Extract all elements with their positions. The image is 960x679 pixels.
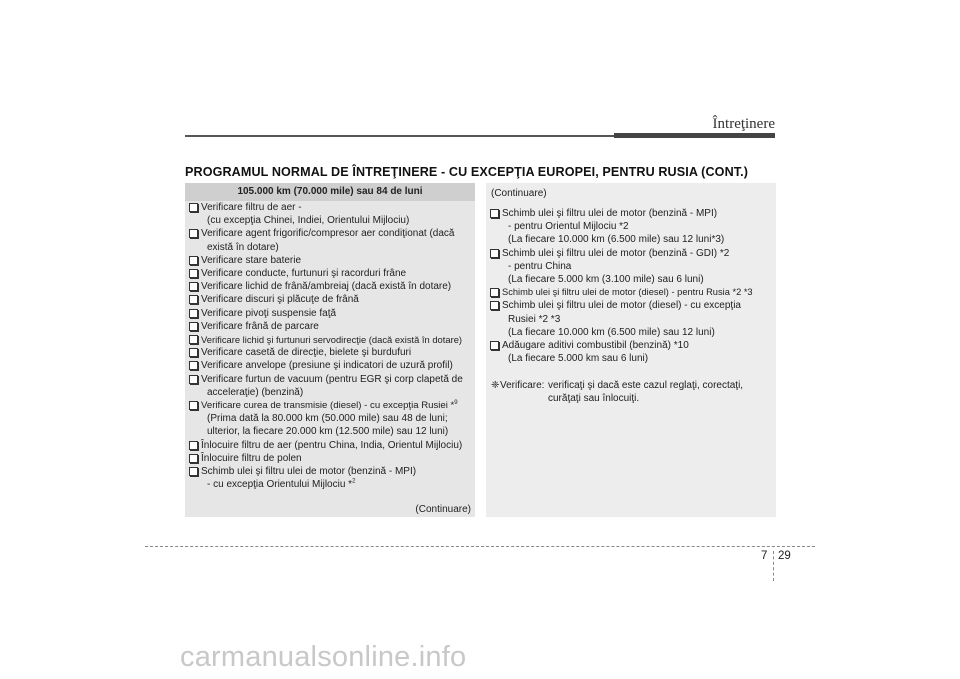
bottom-rule [145, 546, 815, 547]
note-text: verificaţi şi dacă este cazul reglaţi, corectaţi, curăţaţi sau înlocuiţi. [548, 380, 744, 405]
checkbox-icon [189, 441, 198, 450]
top-rule-accent [614, 133, 775, 138]
list-item: Adăugare aditivi combustibil (benzină) *10 (La fiecare 5.000 km sau 6 luni) [486, 339, 776, 365]
checkbox-icon [490, 249, 499, 258]
checkbox-icon [189, 401, 198, 410]
checkbox-icon [189, 335, 198, 344]
checkbox-icon [189, 361, 198, 370]
list-item: Schimb ulei şi filtru ulei de motor (benzină - MPI) - cu excepţia Orientului Mijlociu *$^2$ [185, 465, 475, 491]
checkbox-icon [189, 282, 198, 291]
checkbox-icon [490, 301, 499, 310]
list-item: Verificare furtun de vacuum (pentru EGR şi corp clapetă de acceleraţie) (benzină) [185, 373, 475, 399]
checkbox-icon [189, 295, 198, 304]
list-item: Verificare anvelope (presiune şi indicatori de uzură profil) [185, 359, 475, 372]
right-items-list [486, 207, 776, 365]
section-title: Întreţinere [712, 116, 775, 132]
list-item: Verificare lichid şi furtunuri servodirecţie (dacă există în dotare) [185, 333, 475, 346]
checkbox-icon [189, 256, 198, 265]
checkbox-icon [490, 209, 499, 218]
list-item: Verificare discuri şi plăcuţe de frână [185, 293, 475, 306]
main-heading: PROGRAMUL NORMAL DE ÎNTREŢINERE - CU EXCEPŢIA EUROPEI, PENTRU RUSIA (CONT.) [185, 165, 749, 179]
checkbox-icon [189, 467, 198, 476]
note [486, 379, 776, 405]
list-item: Verificare casetă de direcţie, bielete şi burdufuri [185, 346, 475, 359]
list-item: Schimb ulei şi filtru ulei de motor (diesel) - pentru Rusia *2 *3 [486, 286, 776, 299]
checkbox-icon [189, 322, 198, 331]
right-column [486, 183, 776, 517]
page-divider [773, 551, 774, 581]
checkbox-icon [490, 288, 499, 297]
chapter-number: 7 [761, 550, 768, 562]
checkbox-icon [490, 341, 499, 350]
list-item: Verificare conducte, furtunuri şi racorduri frâne [185, 267, 475, 280]
list-item: Înlocuire filtru de polen [185, 452, 475, 465]
list-item: Schimb ulei şi filtru ulei de motor (benzină - MPI) - pentru Orientul Mijlociu *2 (La fiecare 10.000 km (6.500 mile) sau 12 luni*3) [486, 207, 776, 247]
list-item: Înlocuire filtru de aer (pentru China, India, Orientul Mijlociu) [185, 439, 475, 452]
checkbox-icon [189, 454, 198, 463]
list-item: Verificare lichid de frână/ambreiaj (dacă există în dotare) [185, 280, 475, 293]
list-item: Verificare curea de transmisie (diesel) - cu excepţia Rusiei *$^9$ (Prima dată la 80.000 km (50.000 mile) sau 48 de luni; ulterior, la fiecare 20.000 km (12.500 mile) sau 12 luni) [185, 399, 475, 439]
list-item: Schimb ulei şi filtru ulei de motor (diesel) - cu excepţia Rusiei *2 *3 (La fiecare 10.000 km (6.500 mile) sau 12 luni) [486, 299, 776, 339]
left-items-list [185, 201, 475, 491]
list-item: Schimb ulei şi filtru ulei de motor (benzină - GDI) *2 - pentru China (La fiecare 5.000 km (3.100 mile) sau 6 luni) [486, 247, 776, 287]
note-icon: ❈ [491, 380, 500, 392]
continued-label: (Continuare) [415, 504, 471, 515]
checkbox-icon [189, 203, 198, 212]
continued-label: (Continuare) [491, 188, 547, 199]
page-number: 29 [778, 550, 791, 562]
checkbox-icon [189, 348, 198, 357]
interval-header: 105.000 km (70.000 mile) sau 84 de luni [185, 183, 475, 201]
list-item: Verificare filtru de aer - (cu excepţia Chinei, Indiei, Orientului Mijlociu) [185, 201, 475, 227]
checkbox-icon [189, 375, 198, 384]
left-column [185, 183, 475, 517]
list-item: Verificare agent frigorific/compresor aer condiţionat (dacă există în dotare) [185, 227, 475, 253]
checkbox-icon [189, 309, 198, 318]
watermark: carmanualsonline.info [180, 641, 467, 673]
checkbox-icon [189, 229, 198, 238]
list-item: Verificare stare baterie [185, 254, 475, 267]
list-item: Verificare frână de parcare [185, 320, 475, 333]
list-item: Verificare pivoţi suspensie faţă [185, 307, 475, 320]
note-label: Verificare: [500, 380, 545, 392]
checkbox-icon [189, 269, 198, 278]
